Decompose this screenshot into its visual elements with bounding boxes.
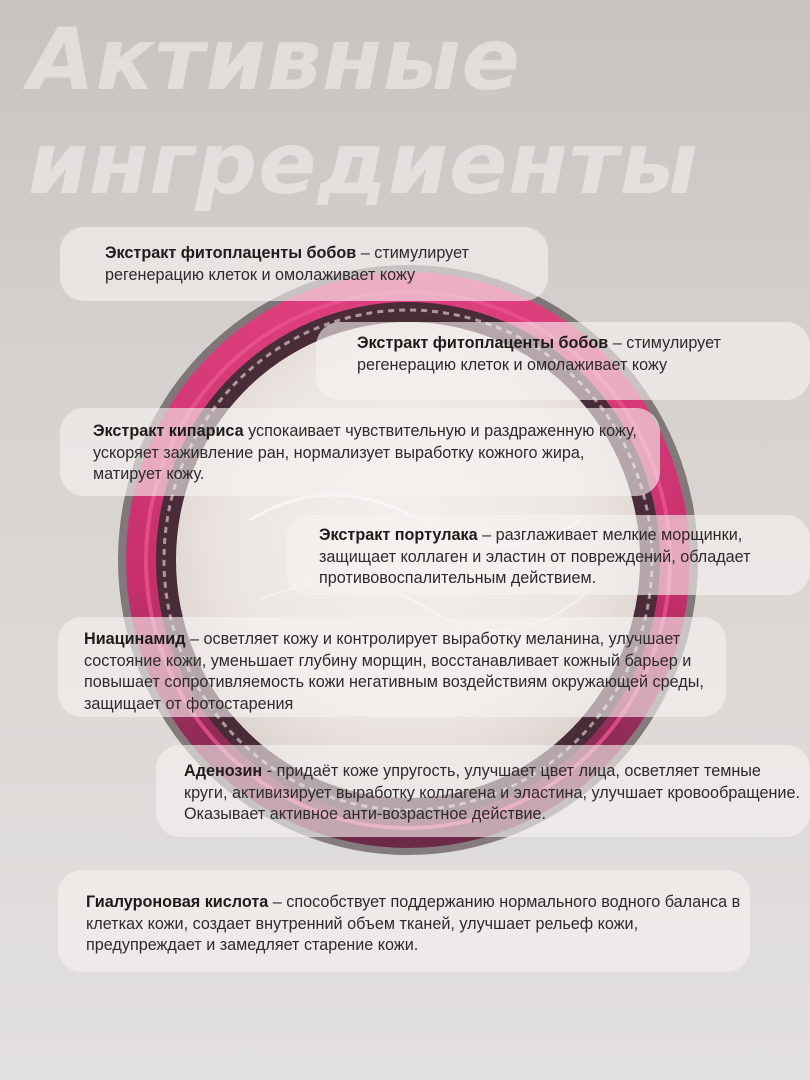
page-title — [28, 8, 699, 216]
ingredient-description: - придаёт коже упругость, улучшает цвет лица, осветляет темные круги, активизирует выработку коллагена и эластина, улучшает кровообращение. Оказывает активное анти-возрастное действие. — [184, 762, 800, 823]
ingredient-description: успокаивает чувствительную и раздраженную кожу, ускоряет заживление ран, нормализует выработку кожного жира, матирует кожу. — [93, 422, 637, 483]
ingredient-card-cypress — [60, 408, 660, 496]
ingredient-name: Экстракт портулака — [319, 526, 478, 544]
page-title-line-2: ингредиенты — [28, 114, 699, 214]
ingredient-name: Аденозин — [184, 762, 263, 780]
ingredient-name: Экстракт кипариса — [93, 422, 244, 440]
ingredient-card-purslane — [286, 515, 810, 595]
ingredient-description: – способствует поддержанию нормального водного баланса в клетках кожи, создает внутренний объем тканей, улучшает рельеф кожи, предупреждает и замедляет старение кожи. — [86, 893, 741, 954]
ingredient-name: Гиалуроновая кислота — [86, 893, 269, 911]
page-title-line-1: Активные — [28, 10, 521, 110]
ingredient-description: – стимулирует регенерацию клеток и омолаживает кожу — [357, 334, 721, 374]
ingredient-description: – стимулирует регенерацию клеток и омолаживает кожу — [105, 244, 469, 284]
ingredient-name: Экстракт фитоплаценты бобов — [105, 244, 357, 262]
ingredient-description: – осветляет кожу и контролирует выработку меланина, улучшает состояние кожи, уменьшает глубину морщин, восстанавливает кожный барьер и повышает сопротивляемость кожи негативным воздействиям окружающей среды, защищает от фотостарения — [84, 630, 704, 713]
ingredient-name: Ниацинамид — [84, 630, 186, 648]
ingredient-card-adenosine — [156, 745, 810, 837]
ingredient-card-hyaluronic-acid — [58, 870, 750, 972]
ingredient-card-niacinamide — [58, 617, 726, 717]
ingredient-name: Экстракт фитоплаценты бобов — [357, 334, 609, 352]
ingredient-card-phytoplacenta-2 — [316, 322, 810, 400]
ingredient-card-phytoplacenta — [60, 227, 548, 301]
ingredient-description: – разглаживает мелкие морщинки, защищает коллаген и эластин от повреждений, обладает противовоспалительным действием. — [319, 526, 751, 587]
